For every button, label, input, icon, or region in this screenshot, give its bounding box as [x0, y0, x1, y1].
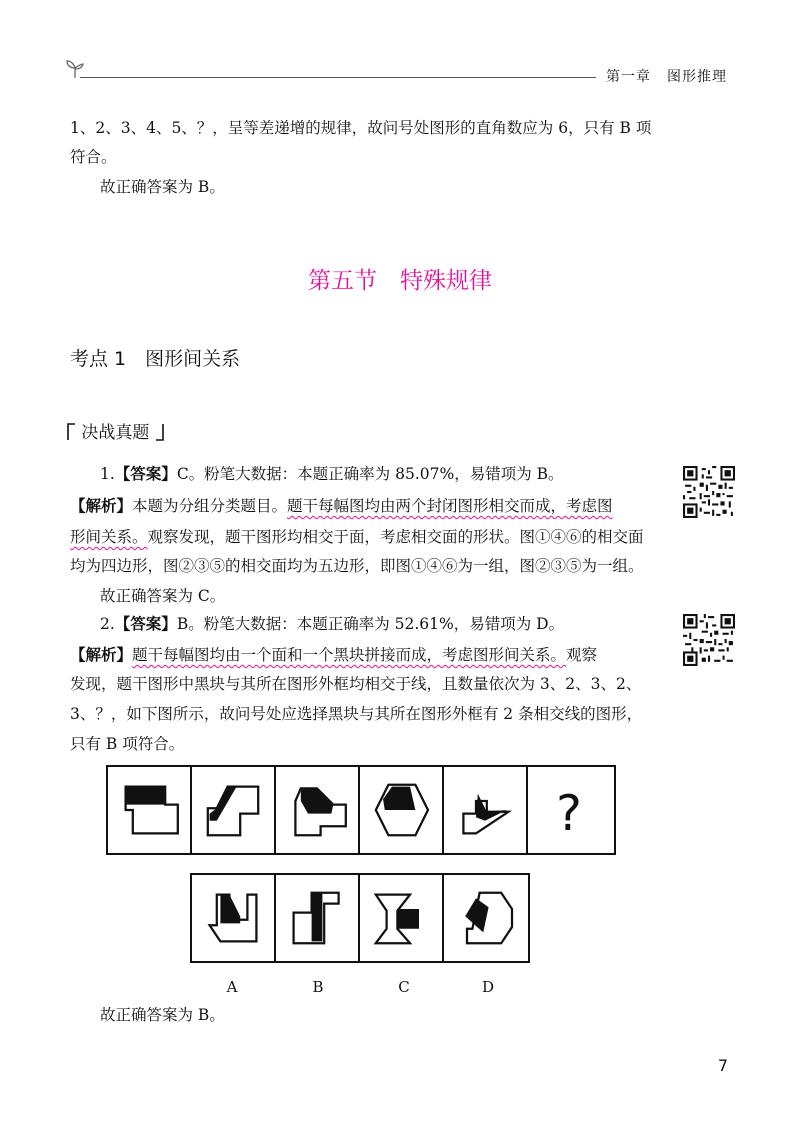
q2-analysis-tag: 【解析】: [70, 646, 133, 664]
option-b-figure[interactable]: [276, 875, 360, 961]
qr-code-q1[interactable]: [683, 466, 735, 518]
option-label-c: C: [398, 978, 410, 996]
q1-analysis-highlight-2: 形间关系。: [70, 528, 148, 546]
q2-answer-text: B。粉笔大数据：本题正确率为 52.61%，易错项为 D。: [176, 615, 565, 633]
q2-answer-tag: 【答案】: [114, 615, 177, 633]
q2-answer-line: [100, 613, 564, 635]
page-number: 7: [717, 1056, 728, 1075]
section-title: 第五节 特殊规律: [308, 268, 492, 294]
option-label-a: A: [226, 978, 238, 996]
q1-analysis-line-2: [70, 526, 644, 548]
juezhan-label: 决战真题: [81, 423, 150, 443]
chapter-topic: 图形推理: [667, 69, 727, 85]
q1-answer-text: C。粉笔大数据：本题正确率为 85.07%，易错项为 B。: [176, 465, 564, 483]
options-figure-strip: [190, 873, 530, 963]
option-label-d: D: [481, 978, 495, 996]
option-a-figure[interactable]: [192, 875, 276, 961]
figure-4: [360, 767, 444, 853]
q1-answer-tag: 【答案】: [114, 465, 177, 483]
intro-line-2: 符合。: [70, 148, 117, 166]
figure-3: [276, 767, 360, 853]
figure-5: [444, 767, 528, 853]
qr-code-q2[interactable]: [683, 614, 735, 666]
q1-analysis-tag: 【解析】: [70, 497, 133, 515]
figure-1: [108, 767, 192, 853]
q1-number: 1.: [100, 465, 115, 483]
q1-analysis-highlight-1: 题干每幅图均由两个封闭图形相交而成，考虑图: [287, 497, 613, 515]
q2-analysis-line-2: 发现，题干图形中黑块与其所在图形外框均相交于线，且数量依次为 3、2、3、2、: [70, 675, 642, 693]
corner-bracket-right-icon: [155, 423, 165, 441]
q1-analysis-text-2b: 观察发现，题干图形均相交于面，考虑相交面的形状。图①④⑥的相交面: [147, 528, 644, 546]
option-label-b: B: [312, 978, 324, 996]
option-c-figure[interactable]: [360, 875, 444, 961]
intro-line-1: 1、2、3、4、5、？，呈等差递增的规律，故问号处图形的直角数应为 6，只有 B 项: [70, 119, 652, 137]
q2-analysis-line-3: 3、？，如下图所示，故问号处应选择黑块与其所在图形外框有 2 条相交线的图形，: [70, 705, 643, 723]
q2-analysis-line-1: [70, 644, 597, 666]
juezhan-heading: [66, 418, 165, 443]
corner-bracket-left-icon: [66, 423, 76, 441]
chapter-header: [606, 66, 727, 86]
sprout-icon: [64, 58, 86, 84]
q1-analysis-line-3: 均为四边形，图②③⑤的相交面均为五边形，即图①④⑥为一组，图②③⑤为一组。: [70, 557, 644, 575]
q1-answer-line: [100, 463, 564, 485]
q2-analysis-highlight-1: 题干每幅图均由一个面和一个黑块拼接而成，考虑图形间关系。: [132, 646, 567, 664]
figure-2: [192, 767, 276, 853]
intro-answer: 故正确答案为 B。: [100, 178, 225, 196]
q2-analysis-line-4: 只有 B 项符合。: [70, 735, 185, 753]
option-d-figure[interactable]: [444, 875, 526, 961]
figure-6-question: [528, 767, 610, 853]
question-mark: ?: [556, 785, 582, 842]
header-rule: [80, 77, 596, 78]
q2-number: 2.: [100, 615, 115, 633]
kaodian-heading: 考点 1 图形间关系: [70, 348, 241, 370]
question-figure-strip: [106, 765, 616, 855]
q1-analysis-text-1a: 本题为分组分类题目。: [132, 497, 288, 515]
q1-analysis-line-1: [70, 495, 613, 517]
q2-final-answer: 故正确答案为 B。: [100, 1006, 225, 1024]
chapter-label: 第一章: [606, 69, 651, 85]
q2-analysis-text-1b: 观察: [566, 646, 598, 664]
q1-final-answer: 故正确答案为 C。: [100, 587, 226, 605]
